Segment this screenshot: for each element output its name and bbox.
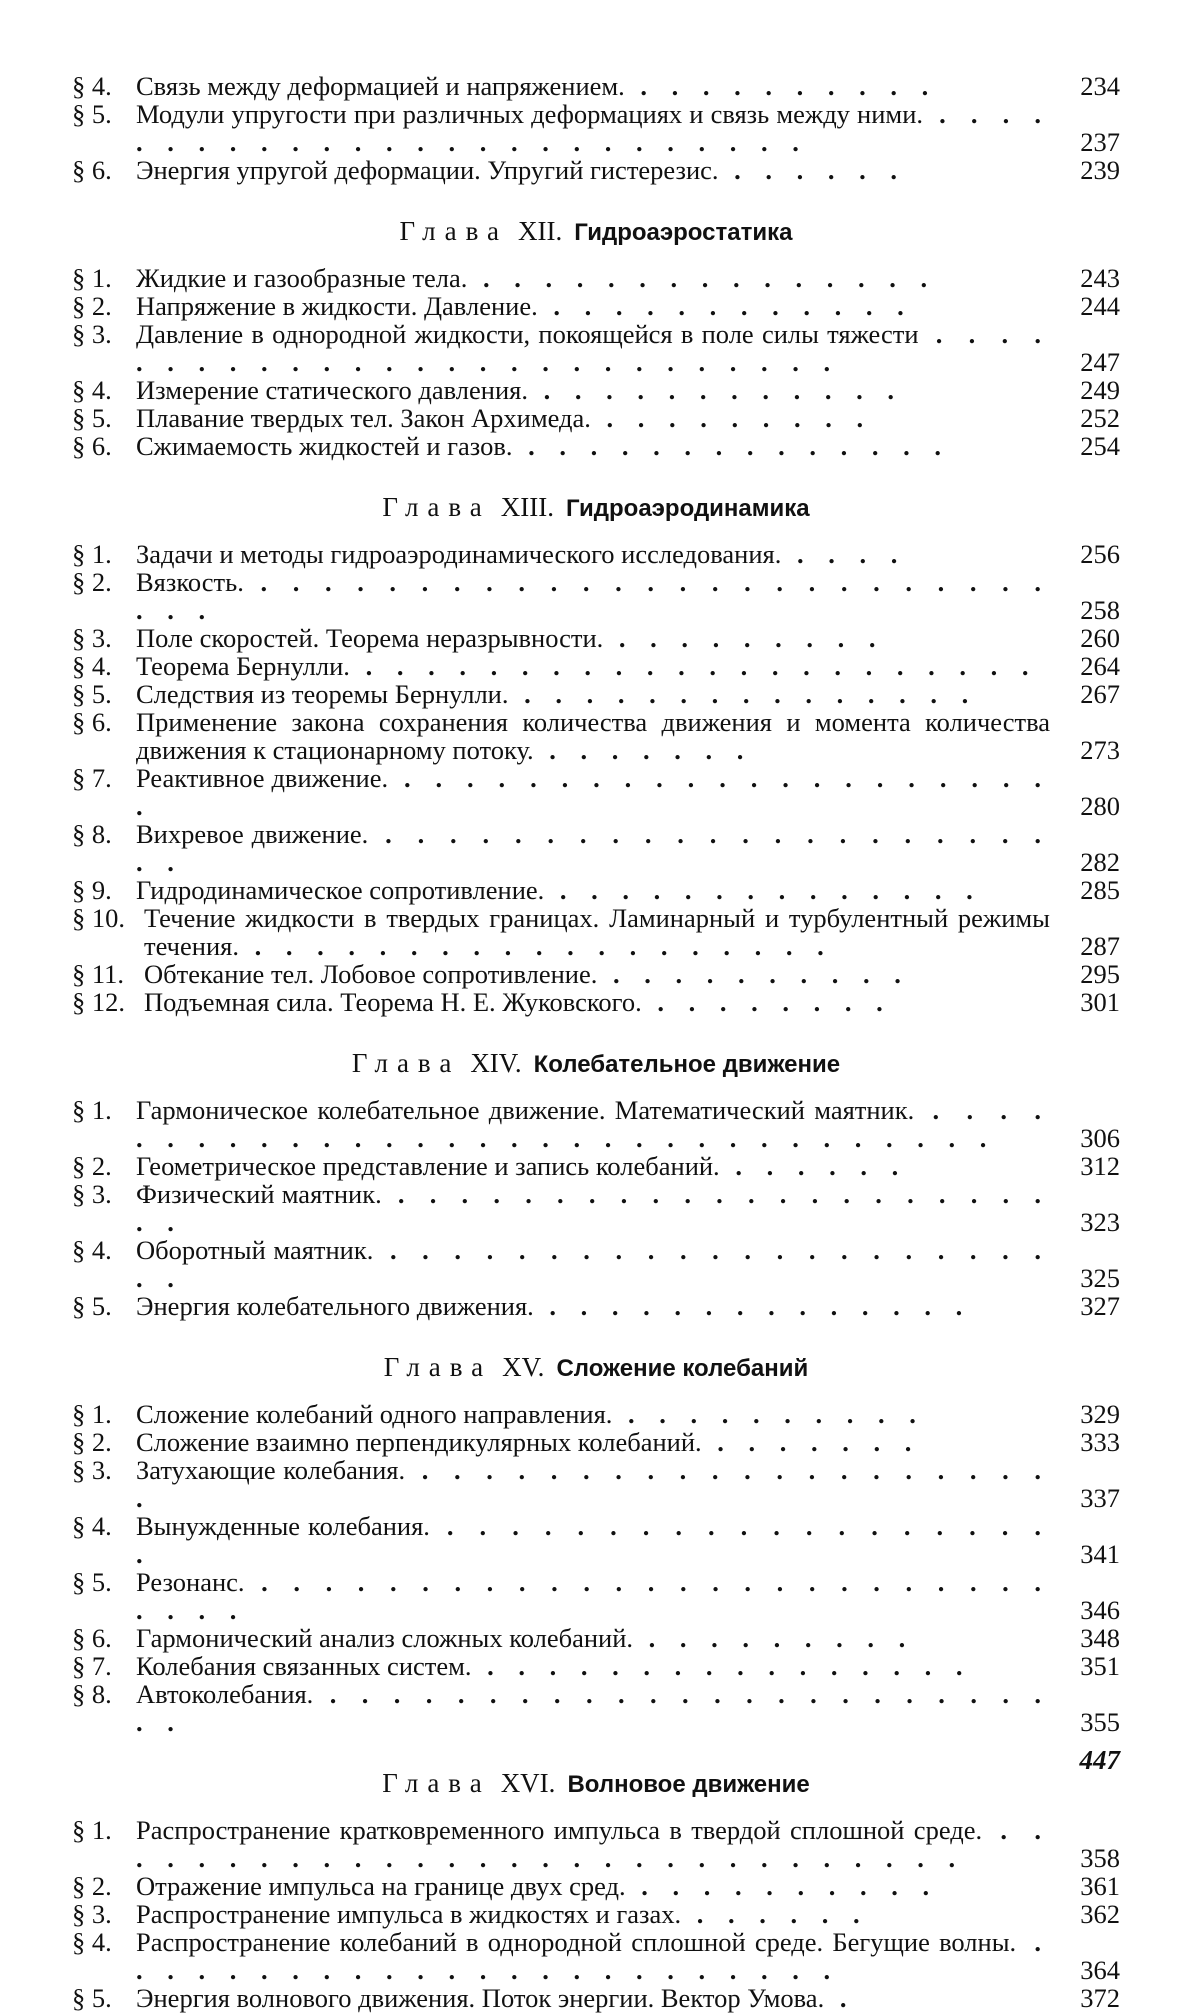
entry-body: [136, 1624, 1050, 1652]
entry-body: [136, 1512, 1050, 1568]
section-title: Давление в однородной жидкости, покоящейся в поле силы тяжести: [136, 319, 919, 349]
chapter-heading: [72, 490, 1120, 526]
section-number: § 5.: [72, 1291, 112, 1321]
entry-body: [136, 1872, 1050, 1900]
entry-body: [136, 568, 1050, 624]
toc-entry[interactable]: [72, 764, 1120, 820]
page-reference: 364: [1080, 1955, 1120, 1985]
page-reference: 282: [1080, 847, 1120, 877]
toc-entry[interactable]: [72, 1096, 1120, 1152]
chapter-title: Гидроаэродинамика: [566, 495, 810, 522]
dot-leader: . . . . . . . . . . . . . . . . . . . . . . . . . . . . .: [136, 1815, 1050, 1873]
dot-leader: . . . . . . . . . . . . . . . . . . . . . . . . . . . . .: [136, 1567, 1050, 1625]
page-reference: 237: [1080, 127, 1120, 157]
dot-leader: . . . . . . .: [533, 735, 753, 765]
dot-leader: .: [824, 1983, 856, 2013]
toc-entry[interactable]: [72, 292, 1120, 320]
page-reference: 327: [1080, 1291, 1120, 1321]
entry-body: [136, 264, 1050, 292]
dot-leader: . . . . . . . . . . . . . . . . . . . . . . .: [136, 1235, 1050, 1293]
section-number: § 1.: [72, 263, 112, 293]
toc-entry[interactable]: [72, 320, 1120, 376]
chapter-word: Глава: [382, 492, 491, 522]
section-number: § 6.: [72, 431, 112, 461]
page-reference: 267: [1080, 679, 1120, 709]
section-title: Поле скоростей. Теорема неразрывности.: [136, 623, 604, 653]
toc-entry[interactable]: [72, 1456, 1120, 1512]
page-reference: 333: [1080, 1427, 1120, 1457]
dot-leader: . . . . . . . . . . . . . . . . . . . . . . . . . . . . . . . .: [136, 1095, 1050, 1153]
entry-body: [136, 1680, 1050, 1736]
entry-body: [136, 1236, 1050, 1292]
chapter-title: Гидроаэростатика: [574, 219, 793, 246]
entry-body: [136, 156, 1050, 184]
toc-entry[interactable]: [72, 1568, 1120, 1624]
entry-body: [136, 1292, 1050, 1320]
page-reference: 243: [1080, 263, 1120, 293]
toc-entry[interactable]: [72, 652, 1120, 680]
toc-entry[interactable]: [72, 1180, 1120, 1236]
entry-body: [136, 708, 1050, 764]
dot-leader: . . . . . . . . . . . . . . . . . . . . . .: [136, 763, 1051, 821]
entry-body: [136, 100, 1050, 156]
toc-entry[interactable]: [72, 1816, 1120, 1872]
section-number: § 8.: [72, 1679, 112, 1709]
dot-leader: . . . . . . . . . .: [612, 1399, 925, 1429]
chapter-word: Глава: [351, 1048, 461, 1078]
dot-leader: . . . . . . . . .: [590, 403, 873, 433]
chapter-section: [72, 1046, 1120, 1320]
section-number: § 4.: [72, 1235, 112, 1265]
entry-body: [144, 904, 1050, 960]
page-reference: 285: [1080, 875, 1120, 905]
entry-body: [136, 820, 1050, 876]
chapter-heading: [72, 214, 1120, 250]
dot-leader: . . . . . . . . . . . . . . . . . . . . . . . . .: [136, 1679, 1050, 1737]
dot-leader: . . . . . . . . . . . . . . . . . . . . . .: [349, 651, 1038, 681]
section-number: § 2.: [72, 567, 112, 597]
entry-body: [136, 404, 1050, 432]
section-number: § 4.: [72, 375, 112, 405]
toc-entry[interactable]: [72, 1624, 1120, 1652]
dot-leader: . . . . . . . . . . . . . . . . . . . . . . .: [136, 819, 1051, 877]
entry-body: [136, 1456, 1050, 1512]
section-number: § 2.: [72, 291, 112, 321]
page-reference: 329: [1080, 1399, 1120, 1429]
chapter-number: XIII.: [500, 492, 555, 522]
dot-leader: . . . . . . . . . . . . . . . . . . . . . . . . . . .: [136, 319, 1050, 377]
entry-body: [136, 1652, 1050, 1680]
entry-body: [136, 1180, 1050, 1236]
section-title: Вихревое движение.: [136, 819, 369, 849]
dot-leader: . . . . . . . . . . . . . . . . . . . .: [136, 1511, 1051, 1569]
section-number: § 4.: [72, 1927, 112, 1957]
section-title: Энергия колебательного движения.: [136, 1291, 534, 1321]
entry-body: [136, 432, 1050, 460]
page-reference: 234: [1080, 71, 1120, 101]
section-number: § 7.: [72, 1651, 112, 1681]
section-title: Распространение колебаний в однородной сплошной среде. Бегущие волны.: [136, 1927, 1017, 1957]
page-reference: 372: [1080, 1983, 1120, 2013]
dot-leader: . . . . . .: [718, 155, 907, 185]
section-number: § 6.: [72, 1623, 112, 1653]
section-title: Отражение импульса на границе двух сред.: [136, 1871, 626, 1901]
toc-entry[interactable]: [72, 568, 1120, 624]
dot-leader: . . . . . . . . . . . .: [537, 291, 913, 321]
toc-entry[interactable]: [72, 960, 1120, 988]
entry-body: [144, 960, 1050, 988]
entry-body: [136, 876, 1050, 904]
section-number: § 3.: [72, 319, 112, 349]
toc-entry[interactable]: [72, 1428, 1120, 1456]
section-title: Гармоническое колебательное движение. Математический маятник.: [136, 1095, 915, 1125]
entry-body: [136, 764, 1050, 820]
entry-body: [136, 1928, 1050, 1984]
entry-body: [136, 292, 1050, 320]
toc-entry[interactable]: [72, 1928, 1120, 1984]
dot-leader: . . . . . . . . . . . . . .: [544, 875, 982, 905]
toc-entry[interactable]: [72, 680, 1120, 708]
dot-leader: . . . . . . . . . .: [625, 1871, 939, 1901]
section-number: § 8.: [72, 819, 112, 849]
section-number: § 1.: [72, 1815, 112, 1845]
page-reference: 362: [1080, 1899, 1120, 1929]
page-reference: 258: [1080, 595, 1120, 625]
chapter-section: [72, 490, 1120, 1016]
dot-leader: . . . . . . . . . . . .: [527, 375, 903, 405]
section-number: § 7.: [72, 763, 112, 793]
page-reference: 252: [1080, 403, 1120, 433]
section-number: § 6.: [72, 155, 112, 185]
section-number: § 5.: [72, 1567, 112, 1597]
dot-leader: . . . . . . . . . . . . . . . .: [471, 1651, 972, 1681]
chapter-section: [72, 1766, 1120, 2012]
entry-body: [136, 540, 1050, 568]
chapter-number: XVI.: [500, 1768, 556, 1798]
entry-body: [136, 652, 1050, 680]
toc-entry[interactable]: [72, 1512, 1120, 1568]
section-number: § 6.: [72, 707, 112, 737]
section-number: § 10.: [72, 903, 125, 933]
section-number: § 12.: [72, 987, 125, 1017]
chapter-number: XV.: [502, 1352, 545, 1382]
page-reference: 306: [1080, 1123, 1120, 1153]
dot-leader: . . . . . . . . . . . . . . . . . . . . .: [136, 1455, 1051, 1513]
page-reference: 287: [1080, 931, 1120, 961]
page-reference: 312: [1080, 1151, 1120, 1181]
chapter-section: [72, 72, 1120, 184]
section-title: Задачи и методы гидроаэродинамического исследования.: [136, 539, 782, 569]
dot-leader: . . . . . .: [719, 1151, 908, 1181]
entry-body: [144, 988, 1050, 1016]
toc-entry[interactable]: [72, 376, 1120, 404]
entry-body: [136, 1984, 1050, 2012]
dot-leader: . . . . . . . . . . . . . . . . . . . . . . . .: [136, 1927, 1050, 1985]
toc-entry[interactable]: [72, 624, 1120, 652]
page-reference: 280: [1080, 791, 1120, 821]
section-title: Следствия из теоремы Бернулли.: [136, 679, 509, 709]
toc-entry[interactable]: [72, 404, 1120, 432]
section-title: Гармонический анализ сложных колебаний.: [136, 1623, 634, 1653]
toc-entry[interactable]: [72, 540, 1120, 568]
page-reference: 355: [1080, 1707, 1120, 1737]
section-title: Подъемная сила. Теорема Н. Е. Жуковского.: [144, 987, 642, 1017]
entry-body: [136, 1400, 1050, 1428]
section-number: § 4.: [72, 71, 112, 101]
page-reference: 254: [1080, 431, 1120, 461]
section-number: § 5.: [72, 1983, 112, 2013]
toc-entry[interactable]: [72, 876, 1120, 904]
entry-body: [136, 1568, 1050, 1624]
page-number: 447: [1079, 1745, 1120, 1775]
section-number: § 3.: [72, 1455, 112, 1485]
section-title: Напряжение в жидкости. Давление.: [136, 291, 538, 321]
entry-body: [136, 1900, 1050, 1928]
section-number: § 4.: [72, 1511, 112, 1541]
page-reference: 351: [1080, 1651, 1120, 1681]
toc-entry[interactable]: [72, 988, 1120, 1016]
page-reference: 295: [1080, 959, 1120, 989]
toc-entry[interactable]: [72, 156, 1120, 184]
section-title: Реактивное движение.: [136, 763, 389, 793]
table-of-contents: [72, 72, 1120, 2012]
dot-leader: . . . . . .: [681, 1899, 869, 1929]
entry-body: [136, 624, 1050, 652]
dot-leader: . . . . . . . . . . . . . . .: [508, 679, 978, 709]
section-title: Автоколебания.: [136, 1679, 314, 1709]
page-reference: 301: [1080, 987, 1120, 1017]
entry-body: [136, 1428, 1050, 1456]
section-title: Резонанс.: [136, 1567, 245, 1597]
dot-leader: . . . . . . . . . . . . . . .: [467, 263, 937, 293]
section-number: § 1.: [72, 539, 112, 569]
page-reference: 249: [1080, 375, 1120, 405]
toc-entry[interactable]: [72, 100, 1120, 156]
section-title: Гидродинамическое сопротивление.: [136, 875, 545, 905]
dot-leader: . . . . . . . . . .: [624, 71, 938, 101]
section-number: § 1.: [72, 1399, 112, 1429]
entry-body: [136, 1816, 1050, 1872]
toc-entry[interactable]: [72, 1152, 1120, 1180]
chapter-heading: [72, 1046, 1120, 1082]
page-reference: 239: [1080, 155, 1120, 185]
chapter-word: Глава: [382, 1768, 491, 1798]
section-number: § 2.: [72, 1151, 112, 1181]
section-number: § 5.: [72, 99, 112, 129]
toc-entry[interactable]: [72, 1652, 1120, 1680]
section-number: § 2.: [72, 1871, 112, 1901]
page-reference: 325: [1080, 1263, 1120, 1293]
toc-entry[interactable]: [72, 904, 1120, 960]
toc-entry[interactable]: [72, 1400, 1120, 1428]
toc-entry[interactable]: [72, 1900, 1120, 1928]
section-title: Оборотный маятник.: [136, 1235, 374, 1265]
toc-entry[interactable]: [72, 1872, 1120, 1900]
page-reference: 361: [1080, 1871, 1120, 1901]
toc-entry[interactable]: [72, 432, 1120, 460]
dot-leader: . . . . . . . . .: [633, 1623, 915, 1653]
toc-entry[interactable]: [72, 708, 1120, 764]
section-number: § 5.: [72, 403, 112, 433]
section-title: Распространение кратковременного импульса в твердой сплошной среде.: [136, 1815, 983, 1845]
section-title: Жидкие и газообразные тела.: [136, 263, 468, 293]
section-title: Теорема Бернулли.: [136, 651, 350, 681]
section-title: Применение закона сохранения количества движения и момента количества движения к стационарному потоку.: [136, 707, 1050, 765]
page-reference: 323: [1080, 1207, 1120, 1237]
entry-body: [136, 1152, 1050, 1180]
entry-body: [136, 72, 1050, 100]
section-title: Энергия волнового движения. Поток энергии. Вектор Умова.: [136, 1983, 825, 2013]
dot-leader: . . . . . . . . . . . . . . . . . . . . . . .: [136, 1179, 1051, 1237]
section-title: Плавание твердых тел. Закон Архимеда.: [136, 403, 591, 433]
section-number: § 4.: [72, 651, 112, 681]
section-number: § 5.: [72, 679, 112, 709]
section-title: Затухающие колебания.: [136, 1455, 406, 1485]
section-number: § 9.: [72, 875, 112, 905]
entry-body: [136, 320, 1050, 376]
dot-leader: . . . . . . . .: [641, 987, 892, 1017]
page-reference: 260: [1080, 623, 1120, 653]
section-title: Вынужденные колебания.: [136, 1511, 430, 1541]
section-number: § 1.: [72, 1095, 112, 1125]
chapter-title: Сложение колебаний: [556, 1355, 809, 1382]
chapter-heading: [72, 1766, 1120, 1802]
page-reference: 264: [1080, 651, 1120, 681]
page-reference: 256: [1080, 539, 1120, 569]
section-number: § 3.: [72, 1899, 112, 1929]
section-title: Измерение статического давления.: [136, 375, 528, 405]
section-title: Сжимаемость жидкостей и газов.: [136, 431, 513, 461]
chapter-number: XII.: [517, 216, 563, 246]
dot-leader: . . . . . . . . . . . . . .: [512, 431, 950, 461]
chapter-title: Колебательное движение: [533, 1051, 841, 1078]
dot-leader: . . . . . . . . . . . . . . . . . . .: [238, 931, 833, 961]
page-reference: 244: [1080, 291, 1120, 321]
section-title: Связь между деформацией и напряжением.: [136, 71, 625, 101]
page-reference: 273: [1080, 735, 1120, 765]
section-number: § 3.: [72, 623, 112, 653]
chapter-number: XIV.: [470, 1048, 522, 1078]
toc-entry[interactable]: [72, 1680, 1120, 1736]
dot-leader: . . . . . . . . . . . . . .: [533, 1291, 972, 1321]
entry-body: [136, 376, 1050, 404]
chapter-heading: [72, 1350, 1120, 1386]
section-title: Обтекание тел. Лобовое сопротивление.: [144, 959, 598, 989]
dot-leader: . . . . . . . . .: [603, 623, 885, 653]
toc-entry[interactable]: [72, 820, 1120, 876]
toc-entry[interactable]: [72, 1984, 1120, 2012]
section-title: Сложение колебаний одного направления.: [136, 1399, 613, 1429]
page-reference: 247: [1080, 347, 1120, 377]
toc-entry[interactable]: [72, 264, 1120, 292]
page-reference: 348: [1080, 1623, 1120, 1653]
section-title: Физический маятник.: [136, 1179, 382, 1209]
dot-leader: . . . . . . .: [701, 1427, 921, 1457]
entry-body: [136, 1096, 1050, 1152]
section-number: § 11.: [72, 959, 125, 989]
chapter-word: Глава: [399, 216, 508, 246]
section-title: Геометрическое представление и запись колебаний.: [136, 1151, 720, 1181]
toc-entry[interactable]: [72, 1292, 1120, 1320]
chapter-word: Глава: [383, 1352, 493, 1382]
page-reference: 358: [1080, 1843, 1120, 1873]
section-number: § 2.: [72, 1427, 112, 1457]
chapter-section: [72, 1350, 1120, 1736]
dot-leader: . . . . . . . . . . . . . . . . . . . . . . . . . .: [136, 99, 1050, 157]
chapter-section: [72, 214, 1120, 460]
section-title: Модули упругости при различных деформациях и связь между ними.: [136, 99, 923, 129]
entry-body: [136, 680, 1050, 708]
dot-leader: . . . . . . . . . . . . . . . . . . . . . . . . . . . .: [136, 567, 1050, 625]
section-title: Колебания связанных систем.: [136, 1651, 472, 1681]
section-title: Распространение импульса в жидкостях и газах.: [136, 1899, 682, 1929]
dot-leader: . . . .: [781, 539, 907, 569]
section-number: § 3.: [72, 1179, 112, 1209]
section-title: Энергия упругой деформации. Упругий гистерезис.: [136, 155, 719, 185]
section-title: Сложение взаимно перпендикулярных колебаний.: [136, 1427, 702, 1457]
page-reference: 337: [1080, 1483, 1120, 1513]
toc-entry[interactable]: [72, 72, 1120, 100]
section-title: Вязкость.: [136, 567, 244, 597]
toc-entry[interactable]: [72, 1236, 1120, 1292]
page-reference: 341: [1080, 1539, 1120, 1569]
page-reference: 346: [1080, 1595, 1120, 1625]
dot-leader: . . . . . . . . . .: [597, 959, 910, 989]
chapter-title: Волновое движение: [567, 1771, 810, 1798]
section-title: Течение жидкости в твердых границах. Ламинарный и турбулентный режимы течения.: [144, 903, 1050, 961]
